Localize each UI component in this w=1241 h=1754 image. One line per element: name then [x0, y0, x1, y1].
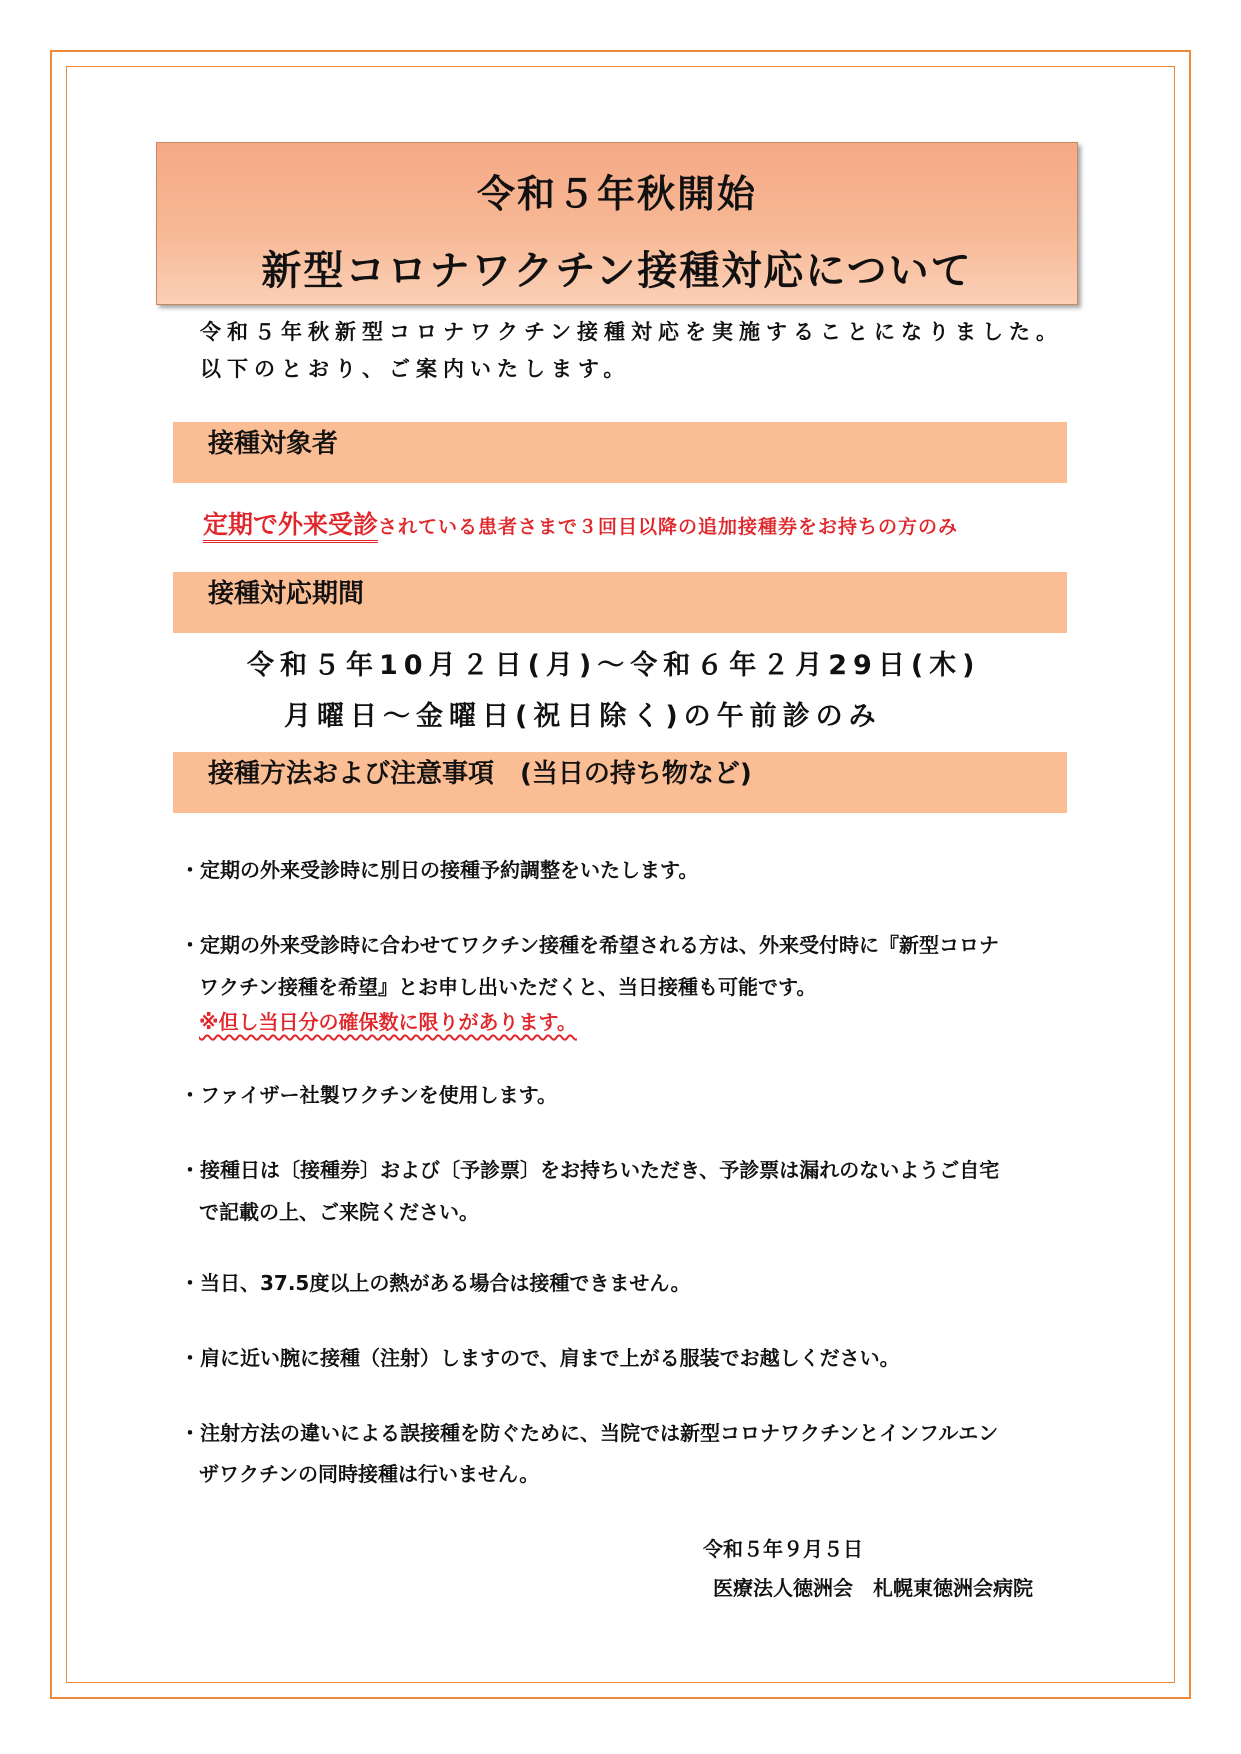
note-item-same-day-cont: ワクチン接種を希望』とお申し出いただくと、当日接種も可能です。 [199, 975, 817, 999]
title-banner [156, 142, 1078, 305]
note-item-reservation: ・定期の外来受診時に別日の接種予約調整をいたします。 [180, 858, 699, 882]
note-item-fever: ・当日、37.5度以上の熱がある場合は接種できません。 [180, 1271, 691, 1295]
title-line-2: 新型コロナワクチン接種対応について [261, 248, 973, 294]
period-dates: 令和５年10月２日(月)～令和６年２月29日(木) [247, 650, 981, 681]
note-item-no-simultaneous-cont: ザワクチンの同時接種は行いません。 [199, 1462, 540, 1486]
note-item-documents-cont: で記載の上、ご来院ください。 [199, 1200, 479, 1224]
title-line-1: 令和５年秋開始 [476, 172, 757, 216]
note-item-no-simultaneous: ・注射方法の違いによる誤接種を防ぐために、当院では新型コロナワクチンとインフルエン [180, 1421, 999, 1445]
intro-line-2: 以下のとおり、ご案内いたします。 [200, 357, 631, 381]
period-hours: 月曜日～金曜日(祝日除く)の午前診のみ [284, 701, 882, 732]
target-rest: されている患者さまで３回目以降の追加接種券をお持ちの方のみ [378, 516, 959, 538]
section-heading-period: 接種対応期間 [173, 572, 1067, 633]
section-heading-notes: 接種方法および注意事項 (当日の持ち物など) [173, 752, 1067, 813]
note-item-vaccine-maker: ・ファイザー社製ワクチンを使用します。 [180, 1083, 557, 1107]
target-description [203, 505, 958, 541]
note-warning-limited: ※但し当日分の確保数に限りがあります。 [199, 1010, 577, 1034]
organization-name: 医療法人徳洲会 札幌東徳洲会病院 [713, 1576, 1033, 1600]
target-emphasis: 定期で外来受診 [203, 510, 378, 543]
section-heading-target: 接種対象者 [173, 422, 1067, 483]
note-item-same-day: ・定期の外来受診時に合わせてワクチン接種を希望される方は、外来受付時に『新型コロナ [180, 933, 999, 957]
note-item-documents: ・接種日は〔接種券〕および〔予診票〕をお持ちいただき、予診票は漏れのないようご自宅 [180, 1158, 1000, 1182]
issue-date: 令和５年９月５日 [703, 1537, 863, 1561]
intro-line-1: 令和５年秋新型コロナワクチン接種対応を実施することになりました。 [200, 320, 1063, 344]
note-item-clothing: ・肩に近い腕に接種（注射）しますので、肩まで上がる服装でお越しください。 [180, 1346, 900, 1370]
